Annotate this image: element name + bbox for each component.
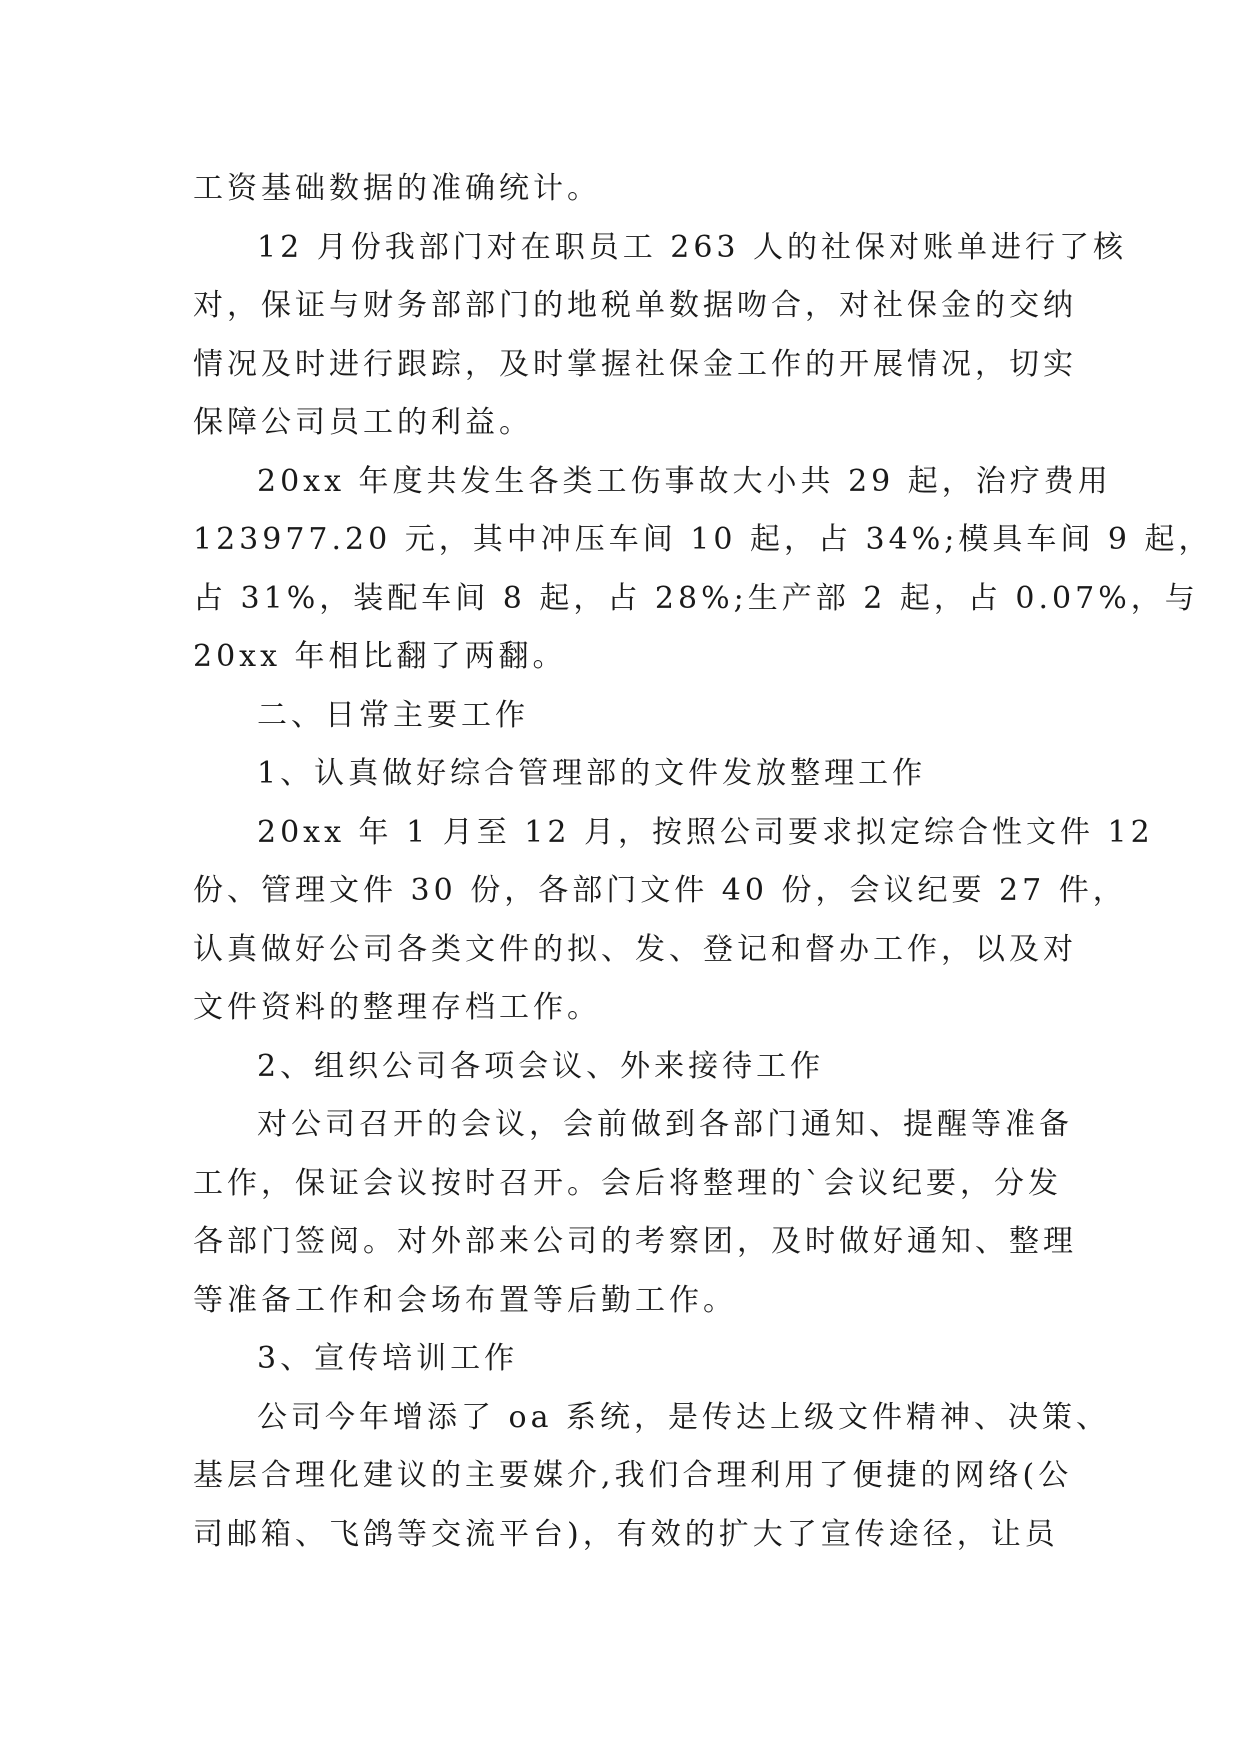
text-line: 20xx 年 1 月至 12 月，按照公司要求拟定综合性文件 12 bbox=[257, 814, 1154, 850]
text-line: 占 31%，装配车间 8 起，占 28%;生产部 2 起，占 0.07%，与 bbox=[193, 580, 1199, 616]
text-line: 文件资料的整理存档工作。 bbox=[193, 990, 601, 1025]
text-line: 情况及时进行跟踪，及时掌握社保金工作的开展情况，切实 bbox=[193, 346, 1077, 382]
text-line: 20xx 年相比翻了两翻。 bbox=[193, 639, 567, 674]
text-line: 工资基础数据的准确统计。 bbox=[193, 171, 601, 206]
text-line: 12 月份我部门对在职员工 263 人的社保对账单进行了核 bbox=[257, 229, 1128, 265]
text-line: 工作，保证会议按时召开。会后将整理的`会议纪要，分发 bbox=[193, 1165, 1062, 1201]
text-line: 公司今年增添了 oa 系统，是传达上级文件精神、决策、 bbox=[257, 1399, 1111, 1435]
text-line: 保障公司员工的利益。 bbox=[193, 405, 533, 440]
text-line: 等准备工作和会场布置等后勤工作。 bbox=[193, 1282, 737, 1318]
text-line: 123977.20 元，其中冲压车间 10 起，占 34%;模具车间 9 起， bbox=[193, 522, 1213, 557]
section-heading: 二、日常主要工作 bbox=[257, 697, 529, 733]
text-line: 认真做好公司各类文件的拟、发、登记和督办工作，以及对 bbox=[193, 931, 1077, 967]
text-line: 对公司召开的会议，会前做到各部门通知、提醒等准备 bbox=[257, 1107, 1073, 1142]
document-body bbox=[193, 160, 1213, 1564]
subsection-heading: 3、宣传培训工作 bbox=[257, 1341, 519, 1376]
text-line: 各部门签阅。对外部来公司的考察团，及时做好通知、整理 bbox=[193, 1224, 1077, 1259]
text-line: 对，保证与财务部部门的地税单数据吻合，对社保金的交纳 bbox=[193, 288, 1077, 323]
text-line: 份、管理文件 30 份，各部门文件 40 份，会议纪要 27 件， bbox=[193, 873, 1127, 908]
text-line: 司邮箱、飞鸽等交流平台)，有效的扩大了宣传途径，让员 bbox=[193, 1516, 1059, 1552]
subsection-heading: 1、认真做好综合管理部的文件发放整理工作 bbox=[257, 756, 927, 791]
text-line: 20xx 年度共发生各类工伤事故大小共 29 起，治疗费用 bbox=[257, 463, 1112, 499]
subsection-heading: 2、组织公司各项会议、外来接待工作 bbox=[257, 1048, 825, 1084]
text-line: 基层合理化建议的主要媒介,我们合理利用了便捷的网络(公 bbox=[193, 1458, 1073, 1493]
